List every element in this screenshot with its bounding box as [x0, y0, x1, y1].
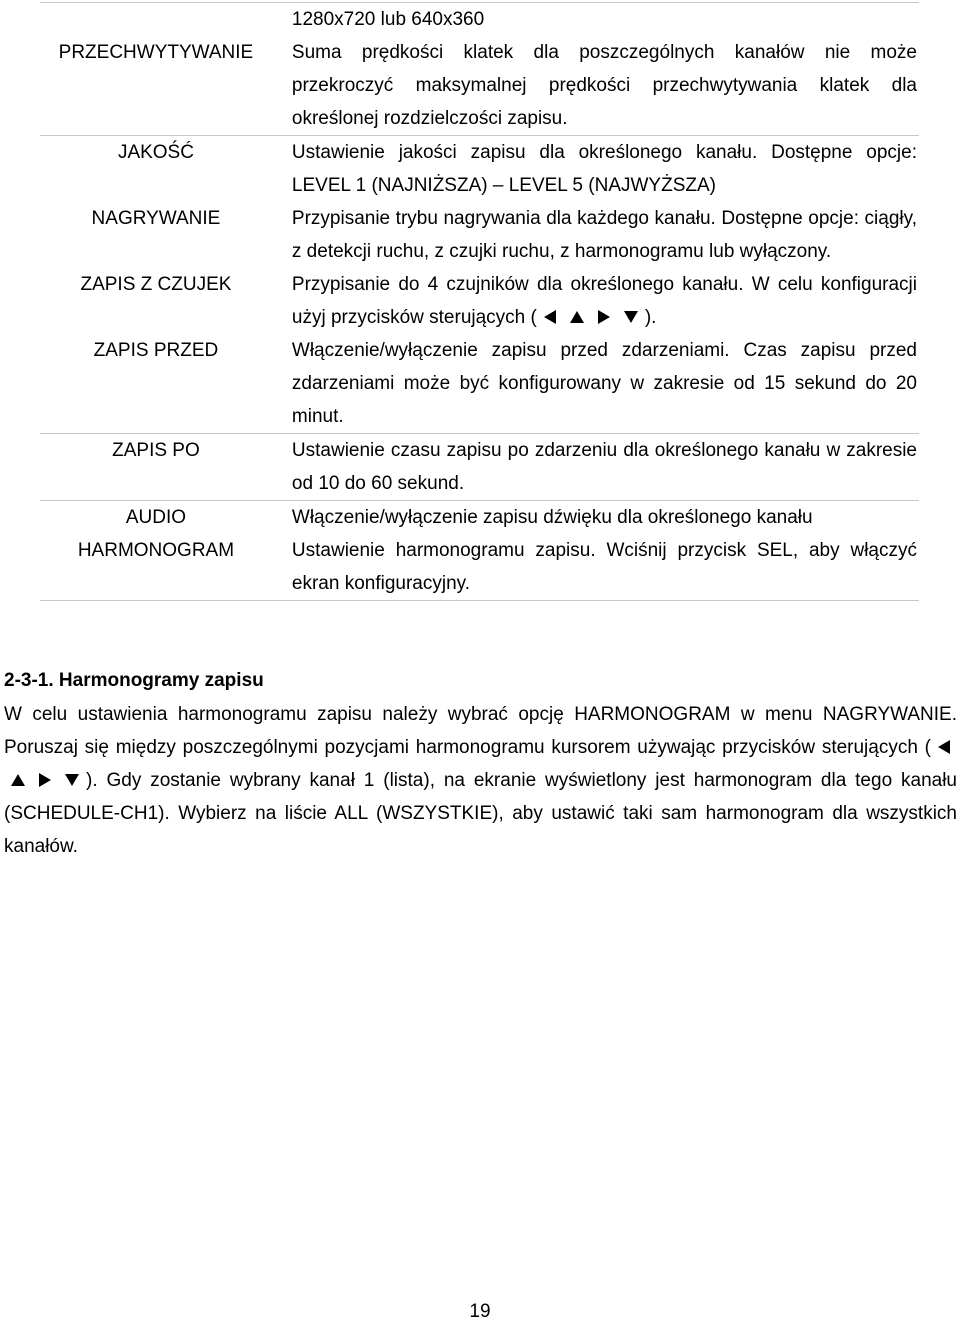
setting-label [40, 3, 280, 37]
table-row [40, 36, 919, 136]
setting-description [280, 268, 919, 334]
setting-label: NAGRYWANIE [91, 208, 221, 229]
table-row [40, 434, 919, 501]
setting-description: Ustawienie czasu zapisu po zdarzeniu dla określonego kanału w zakresie od 10 do 60 sekund. [280, 434, 919, 501]
settings-table [40, 2, 919, 601]
setting-label: ZAPIS PO [40, 434, 280, 501]
section-body-text: ). Gdy zostanie wybrany kanał 1 (lista), na ekranie wyświetlony jest harmonogram dla tego kanału (SCHEDULE-CH1). Wybierz na liście ALL (WSZYSTKIE), aby ustawić taki sam harmonogram dla wszystkich kanałów. [4, 770, 957, 857]
arrow-up-icon [11, 774, 25, 786]
setting-description: Suma prędkości klatek dla poszczególnych kanałów nie może przekroczyć maksymalnej prędkości przechwytywania klatek dla określonej rozdzielczości zapisu. [280, 36, 919, 136]
setting-label: JAKOŚĆ [117, 142, 194, 163]
setting-label: ZAPIS Z CZUJEK [80, 274, 232, 295]
table-row [40, 202, 919, 268]
arrow-down-icon [65, 774, 79, 786]
section-body-text: W celu ustawienia harmonogramu zapisu należy wybrać opcję HARMONOGRAM w menu NAGRYWANIE. Poruszaj się między poszczególnymi pozycjami harmonogramu kursorem używając przycisków sterujących ( [4, 704, 957, 758]
table-row [40, 334, 919, 434]
arrow-down-icon [624, 311, 638, 323]
table-row [40, 534, 919, 601]
table-row [40, 501, 919, 535]
arrow-right-icon [598, 310, 610, 324]
setting-description-text: Przypisanie do 4 czujników dla określonego kanału. W celu konfiguracji użyj przycisków sterujących ( [291, 274, 917, 328]
section-body [4, 698, 957, 863]
arrow-right-icon [39, 773, 51, 787]
setting-label: PRZECHWYTYWANIE [40, 36, 280, 136]
table-row [40, 136, 919, 203]
setting-label: ZAPIS PRZED [40, 334, 280, 434]
table-row [40, 3, 919, 37]
setting-description: Włączenie/wyłączenie zapisu dźwięku dla określonego kanału [291, 507, 813, 528]
table-row [40, 268, 919, 334]
setting-description: Ustawienie harmonogramu zapisu. Wciśnij przycisk SEL, aby włączyć ekran konfiguracyjny. [280, 534, 919, 601]
section-title: 2-3-1. Harmonogramy zapisu [4, 670, 264, 691]
arrow-up-icon [570, 311, 584, 323]
arrow-left-icon [938, 740, 950, 754]
setting-description: Ustawienie jakości zapisu dla określonego kanału. Dostępne opcje: LEVEL 1 (NAJNIŻSZA) – LEVEL 5 (NAJWYŻSZA) [291, 142, 917, 196]
setting-description: Przypisanie trybu nagrywania dla każdego kanału. Dostępne opcje: ciągły, z detekcji ruchu, z czujki ruchu, z harmonogramu lub wyłączony. [291, 208, 917, 262]
arrow-left-icon [544, 310, 556, 324]
page-number: 19 [469, 1301, 491, 1322]
setting-label: AUDIO [125, 507, 187, 528]
setting-description: Włączenie/wyłączenie zapisu przed zdarzeniami. Czas zapisu przed zdarzeniami może być konfigurowany w zakresie od 15 sekund do 20 minut. [280, 334, 919, 434]
setting-description-text: ). [644, 307, 657, 328]
setting-label: HARMONOGRAM [40, 534, 280, 601]
setting-description: 1280x720 lub 640x360 [280, 3, 919, 37]
